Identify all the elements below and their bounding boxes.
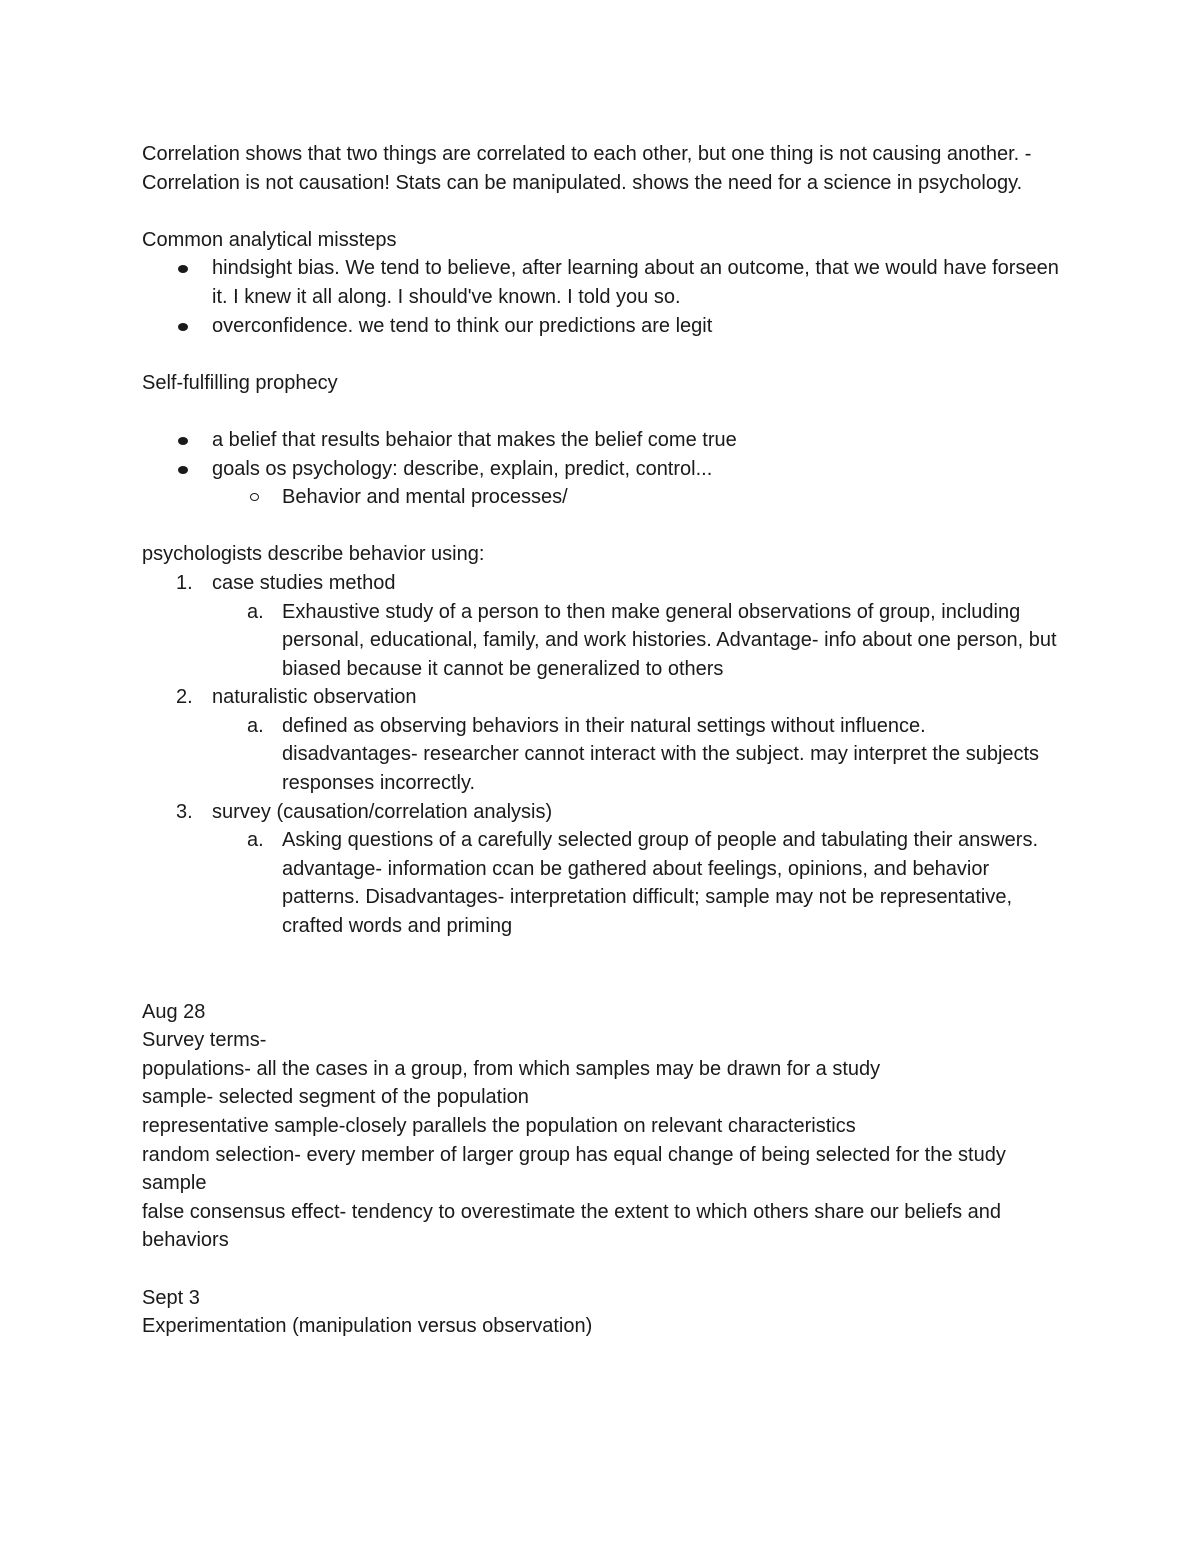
prophecy-heading: Self-fulfilling prophecy <box>142 371 338 394</box>
term-line: false consensus effect- tendency to overestimate the extent to which others share our beliefs and behaviors <box>142 1200 1002 1252</box>
list-subitem: a. Asking questions of a carefully selected group of people and tabulating their answers. advantage- information ccan be gathered about feelings, opinions, and behavior patterns. Disadvantages- interpretation difficult; sample may not be representative, crafted words and priming <box>247 829 1039 938</box>
sept3-date: Sept 3 <box>142 1286 200 1309</box>
term-line: populations- all the cases in a group, from which samples may be drawn for a study <box>142 1057 881 1080</box>
bullet-icon <box>178 265 188 273</box>
methods-heading: psychologists describe behavior using: <box>142 543 485 566</box>
term-line: sample- selected segment of the population <box>142 1086 529 1109</box>
aug28-date: Aug 28 <box>142 1000 206 1023</box>
term-line: representative sample-closely parallels the population on relevant characteristics <box>142 1115 856 1137</box>
prophecy-list <box>142 426 1062 512</box>
list-subitem: Behavior and mental processes/ <box>142 483 1062 512</box>
list-subitem: a. Exhaustive study of a person to then make general observations of group, including personal, educational, family, and work histories. Advantage- info about one person, but biased because it cannot be generalized to others <box>247 600 1057 680</box>
list-subitem: a. defined as observing behaviors in their natural settings without influence. disadvantages- researcher cannot interact with the subject. may interpret the subjects responses incorrectly. <box>247 714 1040 795</box>
bullet-icon <box>178 466 188 474</box>
bullet-icon <box>178 323 188 331</box>
document-page <box>142 140 1062 1341</box>
list-item: 3. survey (causation/correlation analysis) <box>176 800 553 823</box>
list-item: 2. naturalistic observation <box>176 686 417 709</box>
list-item: 1. case studies method <box>176 571 396 594</box>
list-item: a belief that results behaior that makes the belief come true <box>142 426 1062 455</box>
intro-paragraph: Correlation shows that two things are correlated to each other, but one thing is not causing another. - Correlation is not causation! Stats can be manipulated. shows the need for a science in psychology. <box>142 143 1032 194</box>
methods-list <box>142 569 1062 941</box>
hollow-bullet-icon <box>250 493 259 501</box>
aug28-title: Survey terms- <box>142 1029 267 1052</box>
list-item: overconfidence. we tend to think our predictions are legit <box>142 312 1062 341</box>
term-line: random selection- every member of larger group has equal change of being selected for the study sample <box>142 1143 1006 1195</box>
list-item: goals os psychology: describe, explain, predict, control... <box>142 455 1062 484</box>
missteps-list <box>142 254 1062 340</box>
missteps-heading: Common analytical missteps <box>142 228 397 251</box>
sept3-title: Experimentation (manipulation versus observation) <box>142 1315 593 1338</box>
list-item: hindsight bias. We tend to believe, after learning about an outcome, that we would have forseen it. I knew it all along. I should've known. I told you so. <box>142 254 1062 311</box>
bullet-icon <box>178 437 188 445</box>
